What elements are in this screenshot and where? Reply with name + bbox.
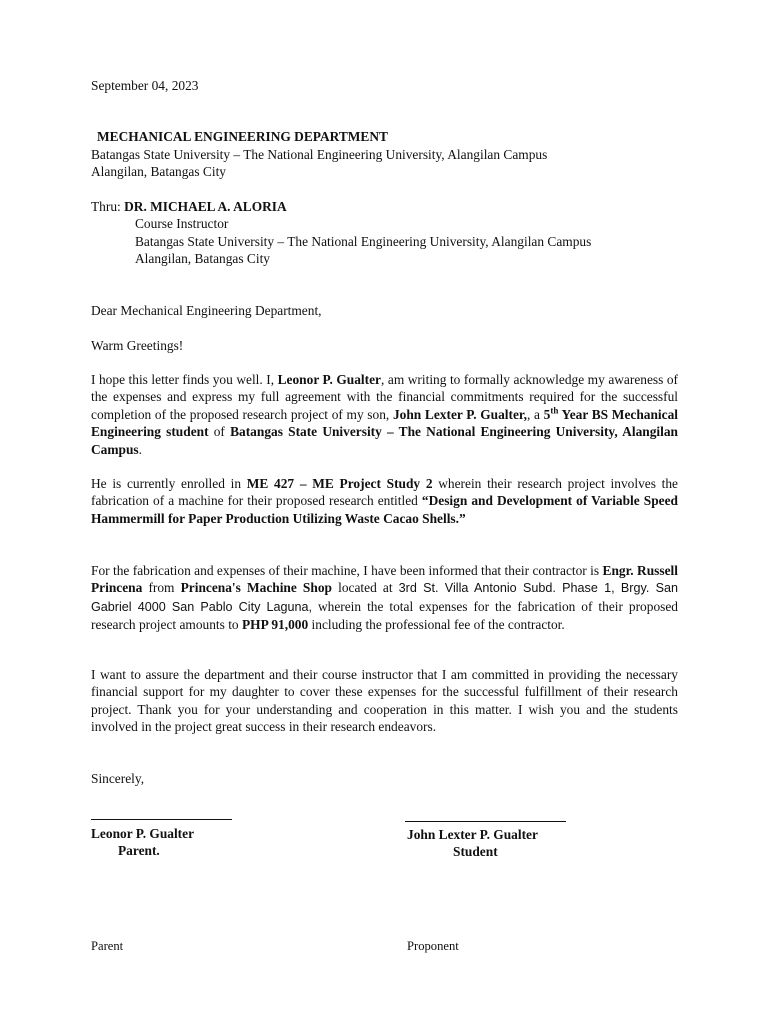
closing: Sincerely, [91, 771, 145, 786]
signatory-parent-role: Parent. [118, 843, 160, 858]
footer-label-parent: Parent [91, 939, 124, 953]
p1-text-2: , am writing to formally acknowledge my awareness of the expenses and express my full agreement with the financial commitments required for the successful completion of the proposed research project of my son, [91, 372, 679, 422]
thru-name: DR. MICHAEL A. ALORIA [124, 199, 287, 214]
recipient-address-line1: Batangas State University – The National Engineering University, Alangilan Campus [91, 147, 548, 162]
p3-shop-address: 3rd St. Villa Antonio Subd. Phase 1, Brgy. San Gabriel 4000 San Pablo City Laguna, [91, 581, 679, 614]
p1-text-4: of [208, 424, 231, 440]
thru-line [91, 198, 287, 215]
p1-text-3: , a [526, 406, 544, 422]
p2-text-2: wherein their research project involves the fabrication of a machine for their proposed research entitled [91, 476, 678, 509]
thru-address-line2: Alangilan, Batangas City [135, 251, 270, 266]
p3-text-5: including the professional fee of the contractor. [308, 617, 565, 633]
p1-year-number: 5 [543, 406, 551, 422]
p1-parent-name: Leonor P. Gualter [277, 372, 381, 387]
greeting: Warm Greetings! [91, 338, 184, 353]
body-paragraph-4: I want to assure the department and their course instructor that I am committed in providing the necessary financial support for my daughter to cover these expenses for the successful fulfillment of their research project. Thank you for your understanding and cooperation in this matter. I wish you and the students involved in the project great success in their research endeavors. [91, 667, 678, 735]
signature-line-parent [91, 819, 232, 820]
signatory-student-name: John Lexter P. Gualter [407, 827, 538, 842]
p1-text-1: I hope this letter finds you well. I, [91, 372, 278, 387]
p3-text-1: For the fabrication and expenses of their machine, I have been informed that their contractor is [91, 563, 603, 578]
p2-research-title: “Design and Development of Variable Speed Hammermill for Paper Production Utilizing Waste Cacao Shells.” [91, 493, 678, 526]
footer-label-proponent: Proponent [407, 939, 459, 953]
p2-text-1: He is currently enrolled in [91, 476, 247, 491]
p3-shop-name: Princena's Machine Shop [180, 580, 332, 596]
p1-university: Batangas State University – The National Engineering University, Alangilan Campus [91, 424, 678, 457]
body-paragraph-2 [91, 475, 678, 527]
p3-total-amount: PHP 91,000 [241, 617, 309, 633]
p3-text-4: wherein the total expenses for the fabrication of their proposed research project amounts to [91, 598, 678, 633]
p1-student-name: John Lexter P. Gualter, [392, 406, 527, 422]
letter-date: September 04, 2023 [91, 78, 199, 93]
signature-line-student [405, 821, 566, 822]
p3-contractor-name: Engr. Russell Princena [91, 563, 678, 596]
p1-year-suffix: th [550, 405, 559, 416]
body-paragraph-3 [91, 562, 678, 634]
p3-text-3: located at [331, 580, 399, 596]
salutation: Dear Mechanical Engineering Department, [91, 303, 322, 318]
signatory-student-role: Student [453, 844, 498, 859]
body-paragraph-1 [91, 371, 678, 458]
p3-text-2: from [142, 580, 181, 596]
p1-text-5: . [138, 441, 142, 457]
thru-address-line1: Batangas State University – The National Engineering University, Alangilan Campus [135, 234, 592, 249]
recipient-name: MECHANICAL ENGINEERING DEPARTMENT [97, 129, 388, 144]
signatory-parent-name: Leonor P. Gualter [91, 826, 195, 841]
p1-program: Year BS Mechanical Engineering student [91, 406, 678, 440]
p2-course: ME 427 – ME Project Study 2 [246, 476, 433, 491]
recipient-address-line2: Alangilan, Batangas City [91, 164, 226, 179]
thru-role: Course Instructor [135, 216, 229, 231]
thru-prefix: Thru: [91, 199, 125, 214]
